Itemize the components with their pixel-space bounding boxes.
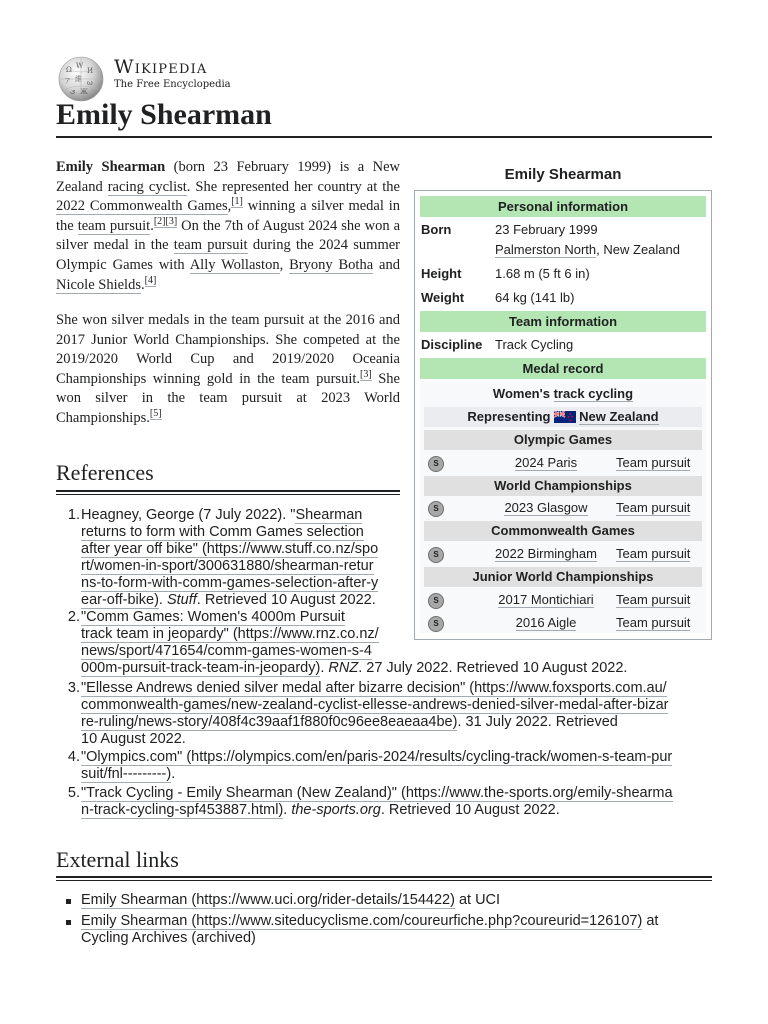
citation-1[interactable]: [1] bbox=[231, 196, 243, 208]
external-links-heading-rule bbox=[56, 876, 712, 881]
citation-4[interactable]: [4] bbox=[144, 274, 157, 286]
link-2022-birmingham[interactable]: 2022 Birmingham bbox=[495, 546, 597, 561]
reference-link[interactable]: news/sport/471654/comm-games-women-s-4 bbox=[81, 643, 372, 659]
commonwealth-games-header: Commonwealth Games bbox=[424, 521, 702, 541]
wikipedia-tagline: The Free Encyclopedia bbox=[114, 79, 231, 90]
lead-paragraph-2 bbox=[56, 311, 400, 429]
link-2016-aigle[interactable]: 2016 Aigle bbox=[515, 615, 577, 630]
reference-link[interactable]: ear-off-bike) bbox=[81, 592, 159, 608]
text: at bbox=[642, 913, 659, 929]
reference-link[interactable]: "Ellesse Andrews denied silver medal after bizarre decision" (https://www.foxsports.com.au/ bbox=[81, 680, 667, 696]
text: . 31 July 2022. Retrieved bbox=[457, 714, 618, 730]
text: . 27 July 2022. Retrieved 10 August 2022. bbox=[358, 660, 628, 676]
text: during the 2024 summer Olympic Games with bbox=[56, 237, 400, 273]
medal-place bbox=[460, 544, 632, 564]
weight-value: 64 kg (141 lb) bbox=[495, 290, 575, 305]
link-nicole-shields[interactable]: Nicole Shields bbox=[56, 276, 141, 293]
medal-event bbox=[616, 453, 690, 473]
reference-link[interactable]: track team in jeopardy" (https://www.rnz.co.nz/ bbox=[81, 626, 379, 642]
text: . bbox=[150, 217, 154, 234]
publisher: the-sports.org bbox=[291, 802, 381, 818]
junior-world-championships-header: Junior World Championships bbox=[424, 567, 702, 587]
reference-link[interactable]: returns to form with Comm Games selection bbox=[81, 524, 364, 540]
reference-link[interactable]: Shearman bbox=[295, 507, 363, 523]
reference-link[interactable]: ns-to-form-with-comm-games-selection-after-y bbox=[81, 575, 379, 591]
references-heading-rule bbox=[56, 490, 400, 495]
reference-number: 4. bbox=[67, 749, 80, 765]
infobox bbox=[414, 190, 712, 640]
reference-text bbox=[81, 609, 713, 677]
discipline-value: Track Cycling bbox=[495, 337, 574, 352]
silver-medal-icon: S bbox=[428, 501, 444, 517]
reference-link[interactable]: 000m-pursuit-track-team-in-jeopardy) bbox=[81, 660, 321, 676]
text: winning a silver medal in the bbox=[56, 198, 400, 234]
link-team-pursuit[interactable]: team pursuit bbox=[77, 217, 151, 234]
link-team-pursuit-junior-2016[interactable]: Team pursuit bbox=[616, 615, 691, 630]
text: . bbox=[158, 592, 167, 608]
svg-text:И: И bbox=[87, 67, 94, 75]
bullet-icon bbox=[66, 899, 71, 904]
silver-medal-icon: S bbox=[428, 547, 444, 563]
link-team-pursuit-2[interactable]: team pursuit bbox=[173, 237, 248, 254]
text: . Retrieved 10 August 2022. bbox=[380, 802, 560, 818]
text: Cycling Archives (archived) bbox=[81, 930, 256, 946]
text: . bbox=[171, 766, 176, 782]
link-team-pursuit-cwg[interactable]: Team pursuit bbox=[616, 546, 691, 561]
silver-medal-icon: S bbox=[428, 593, 444, 609]
text: . She represented her country at the bbox=[186, 178, 400, 195]
page-title: Emily Shearman bbox=[56, 96, 712, 138]
medal-event bbox=[616, 498, 690, 518]
link-ally-wollaston[interactable]: Ally Wollaston bbox=[189, 256, 280, 273]
text: , New Zealand bbox=[596, 242, 680, 257]
reference-link[interactable]: commonwealth-games/new-zealand-cyclist-ellesse-andrews-denied-silver-medal-after-bizar bbox=[81, 697, 669, 713]
text: Representing bbox=[467, 409, 551, 424]
reference-number: 3. bbox=[67, 680, 80, 696]
svg-text:Ω: Ω bbox=[66, 66, 72, 74]
reference-link[interactable]: suit/fnl---------) bbox=[81, 766, 172, 782]
link-new-zealand[interactable]: New Zealand bbox=[579, 409, 659, 424]
medal-record-header: Medal record bbox=[420, 358, 706, 379]
link-2023-glasgow[interactable]: 2023 Glasgow bbox=[504, 500, 588, 515]
citation-5[interactable]: [5] bbox=[149, 408, 162, 420]
silver-medal-icon: S bbox=[428, 456, 444, 472]
svg-text:ω: ω bbox=[87, 79, 93, 87]
svg-text:維: 維 bbox=[75, 75, 82, 83]
external-link-uci[interactable]: Emily Shearman (https://www.uci.org/rider-details/154422) bbox=[81, 892, 455, 908]
reference-number: 2. bbox=[67, 609, 80, 625]
external-links-heading: External links bbox=[56, 847, 179, 872]
representing-row bbox=[424, 407, 702, 427]
link-palmerston-north[interactable]: Palmerston North bbox=[495, 242, 597, 257]
reference-number: 1. bbox=[67, 507, 80, 523]
text: . bbox=[140, 276, 145, 293]
olympic-games-header: Olympic Games bbox=[424, 430, 702, 450]
reference-text bbox=[81, 507, 399, 609]
bullet-icon bbox=[66, 920, 71, 925]
height-label: Height bbox=[421, 266, 462, 281]
medal-place bbox=[460, 590, 632, 610]
citation-2[interactable]: [2] bbox=[153, 215, 166, 227]
citation-3[interactable]: [3] bbox=[165, 215, 178, 227]
medal-place bbox=[460, 453, 632, 473]
personal-information-header: Personal information bbox=[420, 196, 706, 217]
subject-name: Emily Shearman bbox=[56, 159, 166, 175]
lead-paragraph-1 bbox=[56, 158, 400, 295]
born-label: Born bbox=[421, 222, 452, 237]
text: She won silver in the team pursuit at 2023 World Championships. bbox=[56, 370, 400, 426]
reference-link[interactable]: n-track-cycling-spf453887.html) bbox=[81, 802, 284, 818]
reference-text bbox=[81, 680, 713, 748]
external-link-text bbox=[81, 913, 713, 947]
text: at UCI bbox=[454, 892, 501, 908]
text: On the 7th of August 2024 she won a silver medal in the bbox=[56, 217, 401, 254]
link-2017-montichiari[interactable]: 2017 Montichiari bbox=[498, 592, 594, 607]
link-team-pursuit-junior-2017[interactable]: Team pursuit bbox=[616, 592, 691, 607]
medal-event bbox=[616, 590, 690, 610]
publisher: Stuff bbox=[166, 592, 197, 608]
reference-link[interactable]: re-ruling/news-story/408f4c39aaf1f880f0c96ee8eaeaa4be) bbox=[81, 714, 458, 730]
link-bryony-botha[interactable]: Bryony Botha bbox=[289, 256, 374, 273]
reference-link[interactable]: "Track Cycling - Emily Shearman (New Zealand)" (https://www.the-sports.org/emily-shearma bbox=[81, 785, 673, 801]
text: Women's bbox=[492, 386, 554, 401]
text: , bbox=[227, 198, 232, 215]
wikipedia-wordmark[interactable]: Wikipedia bbox=[114, 56, 208, 78]
text: . bbox=[320, 660, 329, 676]
svg-text:Ж: Ж bbox=[80, 88, 88, 96]
new-zealand-flag-icon bbox=[554, 411, 576, 423]
world-championships-header: World Championships bbox=[424, 476, 702, 496]
discipline-label: Discipline bbox=[421, 337, 483, 352]
reference-link[interactable]: rt/women-in-sport/300631880/shearman-retur bbox=[81, 558, 374, 574]
born-date: 23 February 1999 bbox=[495, 222, 598, 237]
reference-link[interactable]: after year off bike" (https://www.stuff.co.nz/spo bbox=[81, 541, 379, 557]
silver-medal-icon: S bbox=[428, 616, 444, 632]
link-2024-paris[interactable]: 2024 Paris bbox=[514, 455, 578, 470]
infobox-caption: Emily Shearman bbox=[504, 166, 622, 183]
external-link-cycling-archives[interactable]: Emily Shearman (https://www.siteducyclisme.com/coureurfiche.php?coureurid=126107) bbox=[81, 913, 643, 929]
team-information-header: Team information bbox=[420, 311, 706, 332]
link-2022-commonwealth-games[interactable]: 2022 Commonwealth Games bbox=[56, 198, 228, 215]
text: and bbox=[373, 256, 400, 273]
link-team-pursuit-worlds[interactable]: Team pursuit bbox=[616, 500, 691, 515]
medal-place bbox=[460, 498, 632, 518]
medal-record-table bbox=[420, 381, 706, 633]
svg-text:W: W bbox=[76, 62, 84, 70]
reference-text bbox=[81, 749, 713, 783]
text: , bbox=[279, 256, 290, 273]
reference-link[interactable]: "Olympics.com" (https://olympics.com/en/paris-2024/results/cycling-track/women-s-team-pur bbox=[81, 749, 673, 765]
link-team-pursuit-olympics[interactable]: Team pursuit bbox=[616, 455, 691, 470]
born-place bbox=[495, 240, 680, 260]
medal-event bbox=[616, 544, 690, 564]
link-racing-cyclist[interactable]: racing cyclist bbox=[107, 178, 187, 195]
reference-text bbox=[81, 785, 713, 819]
references-heading: References bbox=[56, 460, 154, 485]
citation-3[interactable]: [3] bbox=[360, 368, 372, 380]
svg-text:ア: ア bbox=[64, 77, 71, 85]
text: Heagney, George (7 July 2022). " bbox=[81, 507, 296, 523]
reference-link[interactable]: "Comm Games: Women's 4000m Pursuit bbox=[81, 609, 345, 625]
link-track-cycling[interactable]: track cycling bbox=[553, 386, 634, 401]
text: 10 August 2022. bbox=[81, 731, 186, 747]
height-value: 1.68 m (5 ft 6 in) bbox=[495, 266, 590, 281]
external-link-text bbox=[81, 892, 713, 909]
medal-sport-title bbox=[424, 384, 702, 404]
text: (born 23 February 1999) is a New Zealand bbox=[56, 159, 400, 195]
publisher: RNZ bbox=[328, 660, 359, 676]
svg-text:ی: ی bbox=[70, 87, 76, 95]
weight-label: Weight bbox=[421, 290, 465, 305]
text: . bbox=[283, 802, 292, 818]
text: . Retrieved 10 August 2022. bbox=[196, 592, 376, 608]
reference-number: 5. bbox=[67, 785, 80, 801]
text: She won silver medals in the team pursuit at the 2016 and 2017 Junior World Championships. She competed at the 2019/2020 World Cup and 2019/2020 Oceania Championships winning gold in the team pursuit. bbox=[56, 312, 400, 387]
